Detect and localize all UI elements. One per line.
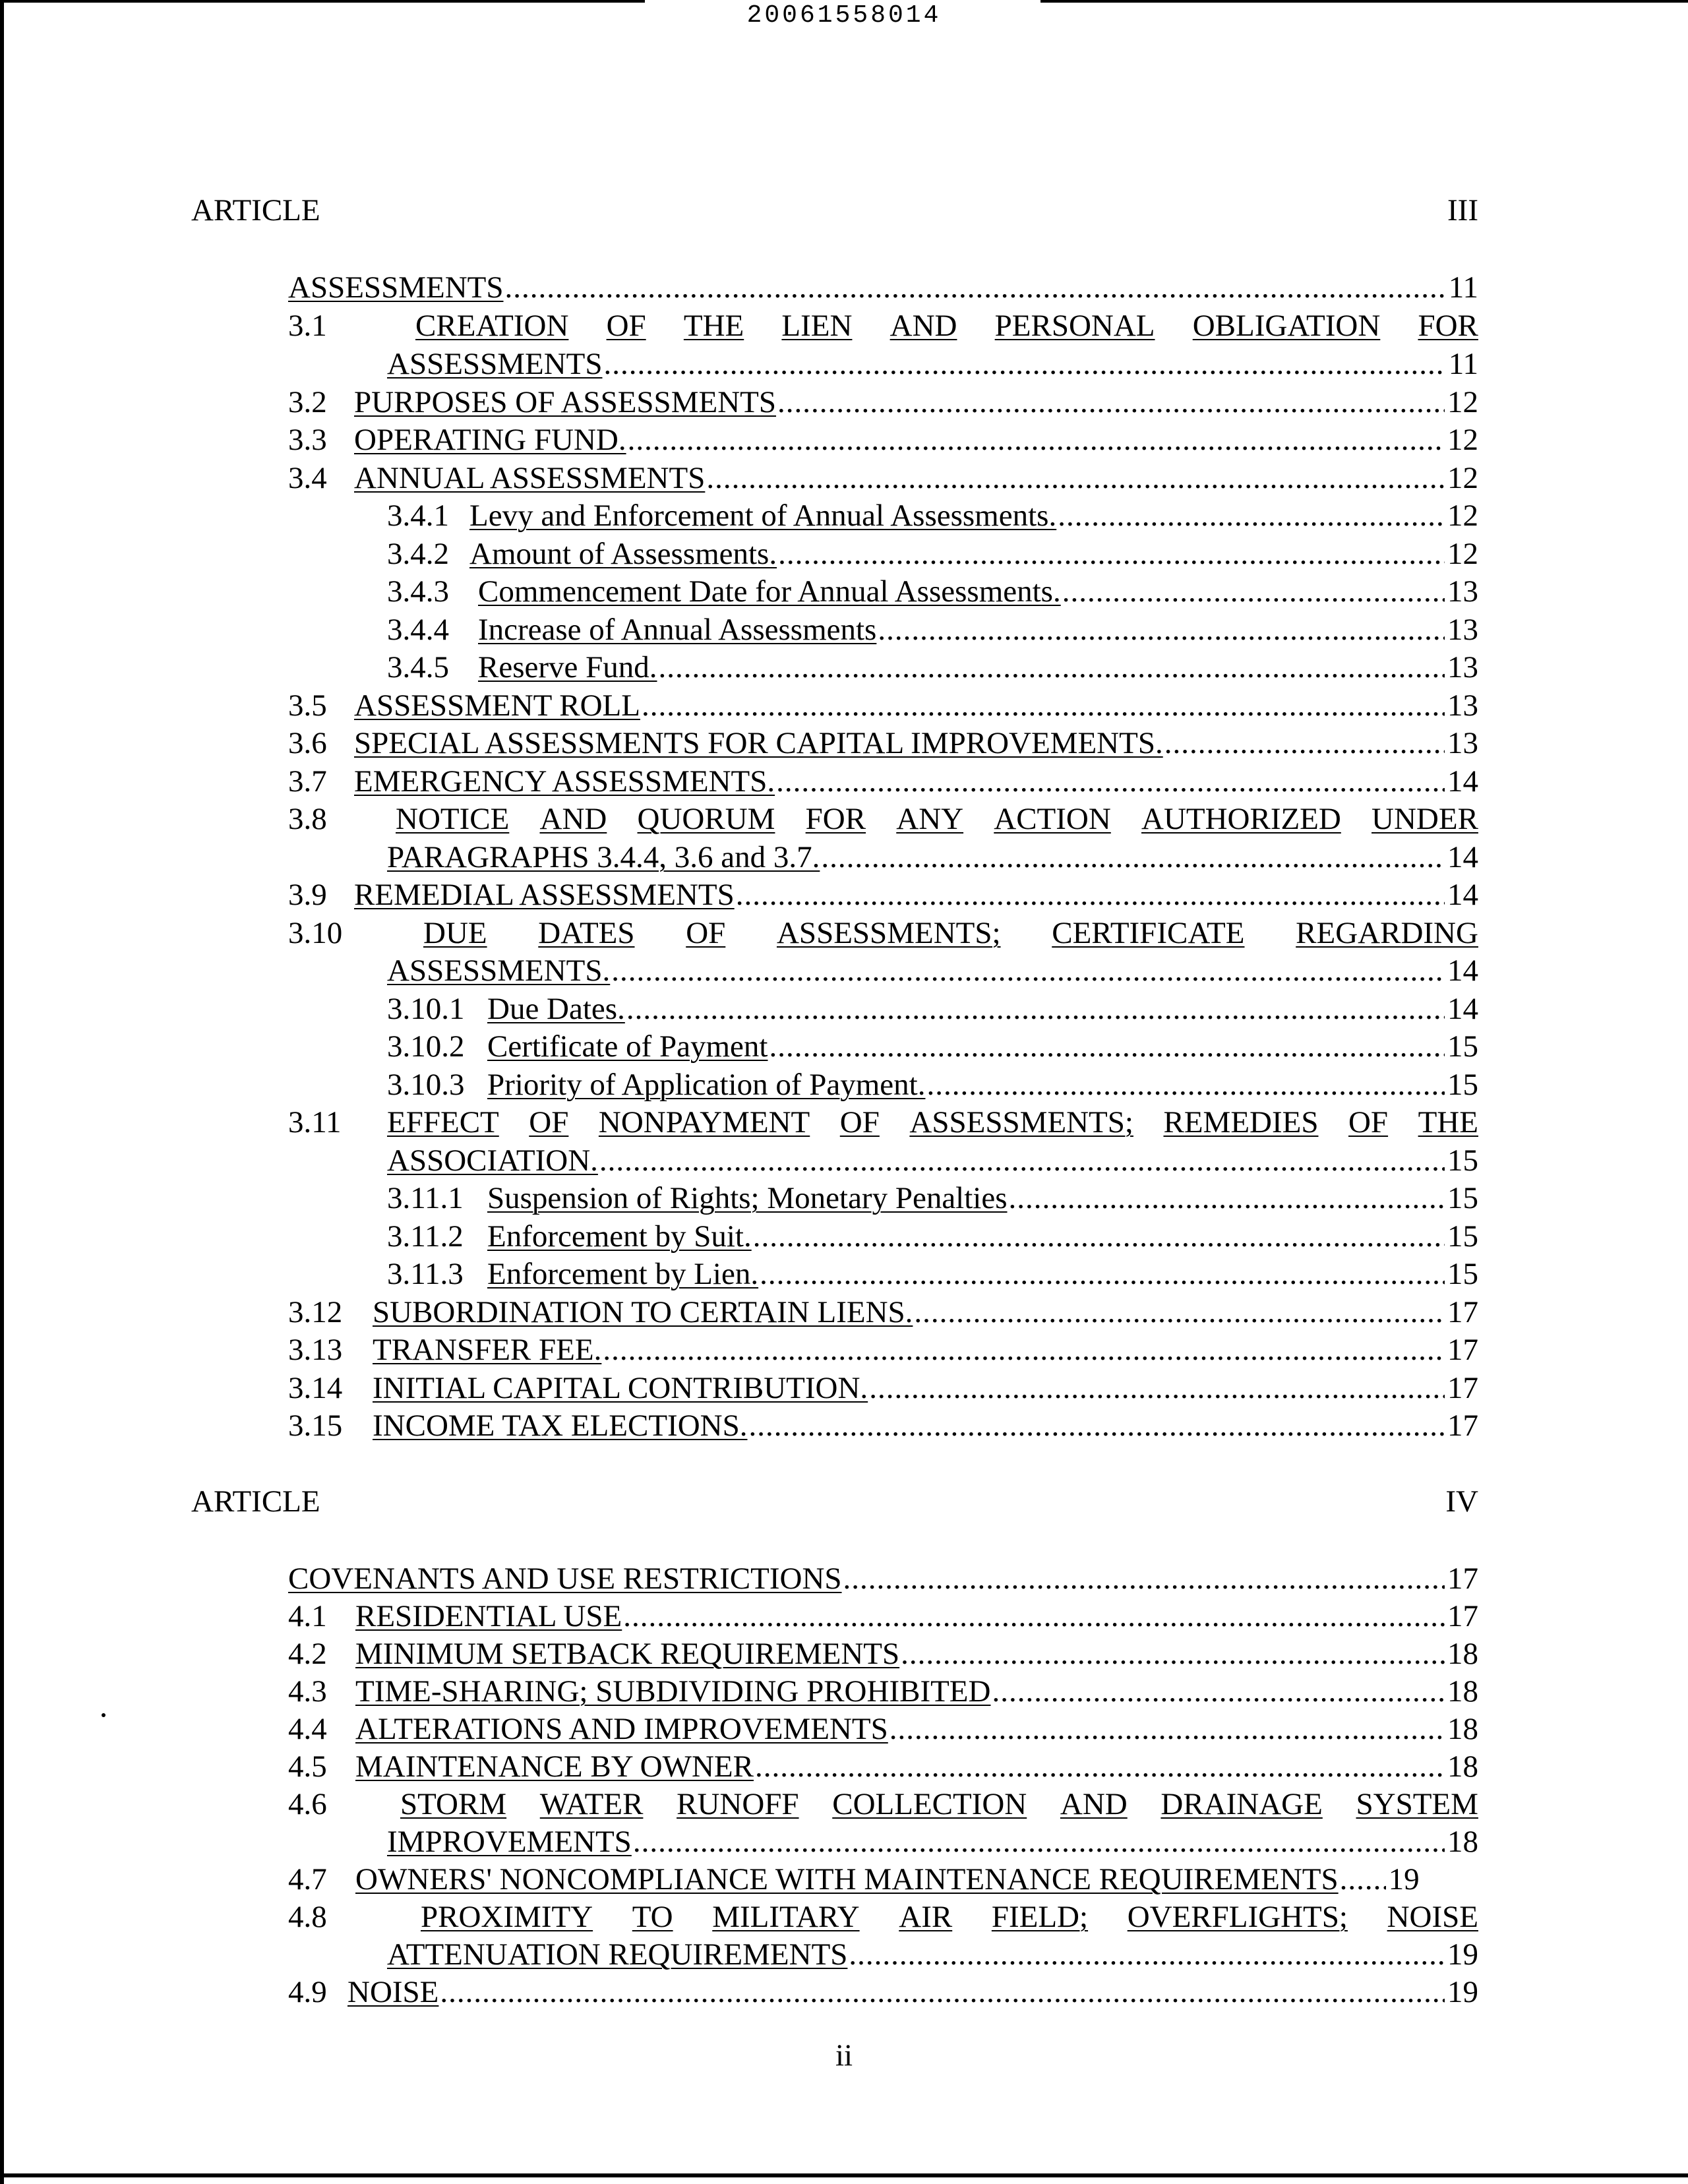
scan-speck: [102, 1713, 106, 1717]
toc-page: 12: [1447, 461, 1478, 495]
toc-page: 12: [1447, 537, 1478, 571]
toc-entry-3-2[interactable]: [288, 384, 1478, 421]
toc-title: Commencement Date for Annual Assessments.: [478, 574, 1061, 609]
toc-page: 11: [1448, 270, 1478, 305]
toc-title: TRANSFER FEE.: [373, 1333, 602, 1367]
toc-entry-3-8-line1[interactable]: NOTICE AND QUORUM FOR ANY ACTION AUTHORIZED UNDER: [396, 802, 1478, 836]
toc-page: 18: [1447, 1637, 1478, 1671]
dot-leader: [869, 1370, 1445, 1407]
toc-title: IMPROVEMENTS: [387, 1825, 632, 1859]
toc-page: 18: [1447, 1674, 1478, 1709]
toc-title: OPERATING FUND.: [354, 423, 626, 457]
toc-page: 17: [1447, 1599, 1478, 1633]
dot-leader: [760, 1256, 1445, 1292]
page-number: ii: [835, 2038, 853, 2073]
dot-leader: [755, 1748, 1445, 1785]
toc-entry-4-2[interactable]: [288, 1635, 1478, 1672]
toc-page: 15: [1447, 1029, 1478, 1064]
toc-entry-3-4-3[interactable]: [387, 573, 1478, 610]
dot-leader: [1340, 1861, 1386, 1898]
toc-entry-3-11-2[interactable]: [387, 1218, 1478, 1255]
toc-entry-3-15[interactable]: [288, 1407, 1478, 1444]
toc-page: 17: [1447, 1371, 1478, 1405]
dot-leader: [603, 1331, 1445, 1368]
toc-page: 12: [1447, 423, 1478, 457]
dot-leader: [604, 346, 1446, 382]
toc-title: ANNUAL ASSESSMENTS: [354, 461, 706, 495]
toc-entry-3-4-4[interactable]: [387, 611, 1478, 648]
toc-page: 15: [1447, 1181, 1478, 1215]
toc-number: 4.9: [288, 1975, 327, 2009]
toc-number: 3.4.1: [387, 499, 449, 533]
article-header-iii: [191, 193, 1478, 228]
dot-leader: [776, 763, 1445, 800]
dot-leader: [1058, 497, 1445, 534]
toc-number: 4.8: [288, 1900, 327, 1934]
toc-number: 4.2: [288, 1637, 327, 1671]
toc-title: ATTENUATION REQUIREMENTS: [387, 1937, 848, 1972]
article-number: III: [1447, 193, 1478, 228]
toc-number: 3.7: [288, 764, 327, 799]
toc-entry-3-11-1[interactable]: [387, 1180, 1478, 1217]
toc-entry-4-1[interactable]: [288, 1598, 1478, 1635]
toc-title: ASSESSMENTS: [288, 270, 504, 305]
toc-page: 15: [1447, 1219, 1478, 1254]
toc-page: 18: [1447, 1749, 1478, 1784]
toc-number: 3.4.3: [387, 574, 449, 609]
toc-title: Suspension of Rights; Monetary Penalties: [487, 1181, 1008, 1215]
toc-title: PARAGRAPHS 3.4.4, 3.6 and 3.7.: [387, 840, 820, 874]
toc-page: 13: [1447, 650, 1478, 684]
toc-title: ASSESSMENTS: [387, 347, 603, 381]
toc-number: 3.10.2: [387, 1029, 465, 1064]
toc-title: SPECIAL ASSESSMENTS FOR CAPITAL IMPROVEMENTS.: [354, 726, 1163, 760]
toc-entry-3-8-line2[interactable]: [387, 839, 1478, 876]
toc-page: 19: [1388, 1862, 1420, 1896]
dot-leader: [926, 1066, 1445, 1103]
toc-entry-3-6[interactable]: [288, 725, 1478, 762]
toc-number: 3.2: [288, 385, 327, 419]
toc-page: 18: [1447, 1712, 1478, 1746]
toc-entry-3-4[interactable]: [288, 460, 1478, 497]
toc-entry-3-3[interactable]: [288, 421, 1478, 458]
toc-page: 14: [1447, 954, 1478, 988]
dot-leader: [849, 1936, 1445, 1973]
dot-leader: [633, 1823, 1445, 1860]
toc-number: 3.6: [288, 726, 327, 760]
toc-title: INITIAL CAPITAL CONTRIBUTION.: [373, 1371, 868, 1405]
toc-title: PURPOSES OF ASSESSMENTS: [354, 385, 776, 419]
toc-title: REMEDIAL ASSESSMENTS: [354, 878, 735, 912]
toc-entry-3-4-2[interactable]: [387, 535, 1478, 572]
dot-leader: [611, 952, 1445, 989]
dot-leader: [889, 1711, 1445, 1747]
article-label: ARTICLE: [191, 193, 320, 228]
toc-entry-3-13[interactable]: [288, 1331, 1478, 1368]
dot-leader: [778, 535, 1445, 572]
toc-page: 15: [1447, 1068, 1478, 1102]
toc-entry-4-6-line1[interactable]: STORM WATER RUNOFF COLLECTION AND DRAINAGE SYSTEM: [400, 1787, 1478, 1821]
toc-number: 3.4.5: [387, 650, 449, 684]
toc-page: 19: [1447, 1975, 1478, 2009]
toc-page: 14: [1447, 992, 1478, 1026]
toc-page: 13: [1447, 613, 1478, 647]
toc-entry-3-10-line2[interactable]: [387, 952, 1478, 989]
toc-number: 3.11: [288, 1105, 342, 1139]
toc-page: 14: [1447, 878, 1478, 912]
toc-number: 3.1: [288, 309, 327, 343]
toc-title: COVENANTS AND USE RESTRICTIONS: [288, 1562, 842, 1596]
toc-number: 3.8: [288, 802, 327, 836]
document-number: 20061558014: [746, 1, 942, 30]
dot-leader: [599, 1142, 1445, 1179]
toc-title: MAINTENANCE BY OWNER: [355, 1749, 754, 1784]
dot-leader: [505, 269, 1446, 306]
toc-title: Due Dates.: [487, 992, 625, 1026]
toc-number: 3.4.4: [387, 613, 449, 647]
toc-title: EMERGENCY ASSESSMENTS.: [354, 764, 775, 799]
toc-entry-4-3[interactable]: [288, 1673, 1478, 1710]
toc-number: 3.12: [288, 1295, 343, 1329]
toc-entry-3-10-2[interactable]: [387, 1028, 1478, 1065]
toc-entry-3-1-line2[interactable]: [387, 346, 1478, 382]
dot-leader: [748, 1407, 1445, 1444]
toc-title: Reserve Fund.: [478, 650, 657, 684]
dot-leader: [706, 460, 1445, 497]
toc-entry-3-10-3[interactable]: [387, 1066, 1478, 1103]
toc-title: Enforcement by Suit.: [487, 1219, 752, 1254]
dot-leader: [440, 1974, 1445, 2011]
toc-number: 3.11.3: [387, 1257, 464, 1291]
toc-title: RESIDENTIAL USE: [355, 1599, 622, 1633]
dot-leader: [628, 421, 1445, 458]
toc-entry-4-8-line2[interactable]: [387, 1936, 1478, 1973]
toc-number: 3.5: [288, 688, 327, 723]
toc-title: ASSESSMENTS.: [387, 954, 611, 988]
dot-leader: [626, 990, 1445, 1027]
toc-page: 13: [1447, 726, 1478, 760]
toc-title: OWNERS' NONCOMPLIANCE WITH MAINTENANCE REQUIREMENTS: [355, 1862, 1339, 1896]
toc-number: 3.15: [288, 1409, 343, 1443]
toc-title: ALTERATIONS AND IMPROVEMENTS: [355, 1712, 888, 1746]
toc-entry-3-11-3[interactable]: [387, 1256, 1478, 1292]
toc-number: 3.10.1: [387, 992, 465, 1026]
toc-entry-4-6-line2[interactable]: [387, 1823, 1478, 1860]
toc-title: ASSESSMENT ROLL: [354, 688, 640, 723]
toc-number: 4.6: [288, 1787, 327, 1821]
toc-number: 3.14: [288, 1371, 343, 1405]
toc-page: 15: [1447, 1257, 1478, 1291]
toc-entry-3-11-line2[interactable]: [387, 1142, 1478, 1179]
toc-number: 4.3: [288, 1674, 327, 1709]
dot-leader: [914, 1294, 1445, 1331]
toc-number: 4.7: [288, 1862, 327, 1896]
article-label: ARTICLE: [191, 1484, 320, 1519]
dot-leader: [843, 1560, 1445, 1597]
toc-number: 3.11.2: [387, 1219, 464, 1254]
toc-page: 17: [1447, 1562, 1478, 1596]
toc-number: 3.13: [288, 1333, 343, 1367]
dot-leader: [821, 839, 1445, 876]
toc-entry-3-7[interactable]: [288, 763, 1478, 800]
dot-leader: [623, 1598, 1445, 1635]
toc-entry-4-7[interactable]: [288, 1861, 1478, 1898]
toc-title: Amount of Assessments.: [469, 537, 777, 571]
toc-title: NOISE: [347, 1975, 439, 2009]
dot-leader: [878, 611, 1445, 648]
toc-title: MINIMUM SETBACK REQUIREMENTS: [355, 1637, 900, 1671]
toc-entry-covenants[interactable]: [288, 1560, 1478, 1597]
dot-leader: [1009, 1180, 1445, 1217]
toc-entry-3-4-1[interactable]: [387, 497, 1478, 534]
dot-leader: [753, 1218, 1445, 1255]
toc-entry-4-9[interactable]: [288, 1974, 1478, 2011]
dot-leader: [659, 649, 1445, 686]
dot-leader: [1164, 725, 1445, 762]
toc-number: 4.4: [288, 1712, 327, 1746]
dot-leader: [777, 384, 1445, 421]
toc-entry-3-10-1[interactable]: [387, 990, 1478, 1027]
toc-title: SUBORDINATION TO CERTAIN LIENS.: [373, 1295, 913, 1329]
toc-number: 3.10.3: [387, 1068, 465, 1102]
toc-title: Levy and Enforcement of Annual Assessments.: [469, 499, 1057, 533]
toc-number: 3.10: [288, 916, 343, 950]
toc-title: Increase of Annual Assessments: [478, 613, 877, 647]
toc-entry-3-5[interactable]: [288, 687, 1478, 724]
dot-leader: [901, 1635, 1445, 1672]
dot-leader: [642, 687, 1445, 724]
page-border-left: [0, 0, 4, 2184]
toc-entry-3-10-line1[interactable]: DUE DATES OF ASSESSMENTS; CERTIFICATE REGARDING: [423, 916, 1478, 950]
toc-number: 3.4.2: [387, 537, 449, 571]
article-number: IV: [1445, 1484, 1478, 1519]
toc-number: 3.9: [288, 878, 327, 912]
toc-title: TIME-SHARING; SUBDIVIDING PROHIBITED: [355, 1674, 991, 1709]
toc-entry-3-9[interactable]: [288, 876, 1478, 913]
toc-page: 12: [1447, 499, 1478, 533]
toc-entry-4-8-line1[interactable]: PROXIMITY TO MILITARY AIR FIELD; OVERFLIGHTS; NOISE: [421, 1900, 1478, 1934]
article-header-iv: [191, 1484, 1478, 1519]
toc-entry-3-14[interactable]: [288, 1370, 1478, 1407]
toc-page: 19: [1447, 1937, 1478, 1972]
dot-leader: [769, 1028, 1445, 1065]
toc-number: 3.3: [288, 423, 327, 457]
toc-page: 11: [1448, 347, 1478, 381]
toc-title: Certificate of Payment: [487, 1029, 768, 1064]
toc-page: 18: [1447, 1825, 1478, 1859]
toc-page: 15: [1447, 1143, 1478, 1178]
toc-entry-3-11-line1[interactable]: EFFECT OF NONPAYMENT OF ASSESSMENTS; REMEDIES OF THE: [387, 1105, 1478, 1139]
toc-title: Priority of Application of Payment.: [487, 1068, 926, 1102]
toc-page: 13: [1447, 688, 1478, 723]
toc-number: 4.5: [288, 1749, 327, 1784]
dot-leader: [992, 1673, 1445, 1710]
toc-entry-3-1-line1[interactable]: CREATION OF THE LIEN AND PERSONAL OBLIGATION FOR: [415, 309, 1478, 343]
toc-title: INCOME TAX ELECTIONS.: [373, 1409, 748, 1443]
toc-number: 4.1: [288, 1599, 327, 1633]
page-border-bottom: [0, 2173, 1688, 2177]
toc-page: 14: [1447, 840, 1478, 874]
toc-number: 3.11.1: [387, 1181, 464, 1215]
toc-page: 13: [1447, 574, 1478, 609]
toc-entry-4-4[interactable]: [288, 1711, 1478, 1747]
toc-entry-3-4-5[interactable]: [387, 649, 1478, 686]
toc-page: 17: [1447, 1409, 1478, 1443]
toc-entry-3-12[interactable]: [288, 1294, 1478, 1331]
toc-page: 12: [1447, 385, 1478, 419]
toc-page: 17: [1447, 1333, 1478, 1367]
toc-entry-assessments[interactable]: [288, 269, 1478, 306]
toc-title: Enforcement by Lien.: [487, 1257, 759, 1291]
toc-page: 17: [1447, 1295, 1478, 1329]
toc-entry-4-5[interactable]: [288, 1748, 1478, 1785]
toc-number: 3.4: [288, 461, 327, 495]
toc-page: 14: [1447, 764, 1478, 799]
dot-leader: [736, 876, 1445, 913]
toc-title: ASSOCIATION.: [387, 1143, 598, 1178]
dot-leader: [1062, 573, 1445, 610]
